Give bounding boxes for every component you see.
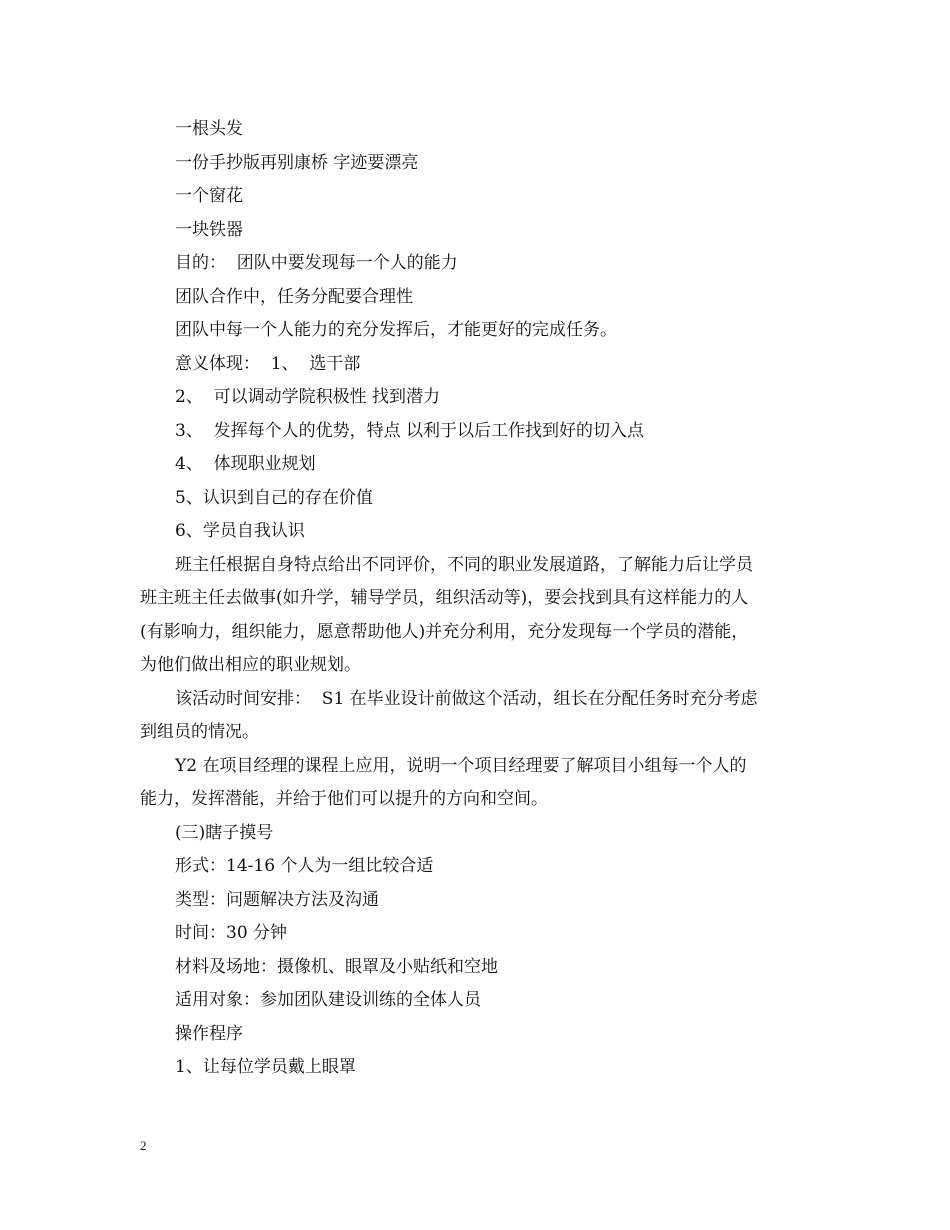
paragraph-line: 该活动时间安排： S1 在毕业设计前做这个活动，组长在分配任务时充分考虑 (175, 688, 758, 709)
text-line: 材料及场地：摄像机、眼罩及小贴纸和空地 (175, 956, 498, 977)
text-line: 意义体现： 1、 选干部 (175, 353, 361, 374)
text-line: 4、 体现职业规划 (175, 454, 316, 474)
page-number: 2 (140, 1138, 147, 1153)
text-line: 1、让每位学员戴上眼罩 (175, 1057, 356, 1077)
text-line: 形式：14-16 个人为一组比较合适 (175, 856, 434, 876)
paragraph-line: 班主任根据自身特点给出不同评价，不同的职业发展道路，了解能力后让学员 (175, 554, 753, 575)
text-line: 团队中每一个人能力的充分发挥后，才能更好的完成任务。 (175, 320, 617, 340)
section-heading: (三)瞎子摸号 (175, 822, 274, 843)
paragraph-y2 (140, 750, 812, 817)
paragraph-line: 到组员的情况。 (140, 722, 259, 742)
text-line: 时间：30 分钟 (175, 923, 288, 943)
paragraph-line: 班主班主任去做事(如升学，辅导学员，组织活动等)，要会找到具有这样能力的人 (140, 588, 749, 608)
paragraph-line: 为他们做出相应的职业规划。 (140, 655, 361, 675)
text-line: 3、 发挥每个人的优势，特点 以利于以后工作找到好的切入点 (175, 420, 645, 441)
text-line: 2、 可以调动学院积极性 找到潜力 (175, 387, 441, 407)
paragraph-evaluation (140, 549, 812, 683)
text-line: 一个窗花 (175, 186, 243, 206)
text-line: 6、学员自我认识 (175, 521, 305, 541)
paragraph-schedule (140, 683, 812, 750)
text-line: 操作程序 (175, 1023, 243, 1044)
text-line: 团队合作中，任务分配要合理性 (175, 286, 413, 307)
text-line: 一根头发 (175, 119, 243, 139)
paragraph-line: Y2 在项目经理的课程上应用，说明一个项目经理要了解项目小组每一个人的 (175, 755, 747, 776)
text-line: 适用对象：参加团队建设训练的全体人员 (175, 990, 481, 1010)
paragraph-line: (有影响力，组织能力，愿意帮助他人)并充分利用，充分发现每一个学员的潜能， (140, 621, 749, 642)
text-line: 类型：问题解决方法及沟通 (175, 889, 379, 910)
document-body (140, 113, 812, 1085)
text-line: 目的： 团队中要发现每一个人的能力 (175, 253, 458, 273)
text-line: 5、认识到自己的存在价值 (175, 487, 373, 508)
text-line: 一份手抄版再别康桥 字迹要漂亮 (175, 152, 419, 173)
text-line: 一块铁器 (175, 219, 243, 240)
paragraph-line: 能力，发挥潜能，并给于他们可以提升的方向和空间。 (140, 789, 548, 809)
